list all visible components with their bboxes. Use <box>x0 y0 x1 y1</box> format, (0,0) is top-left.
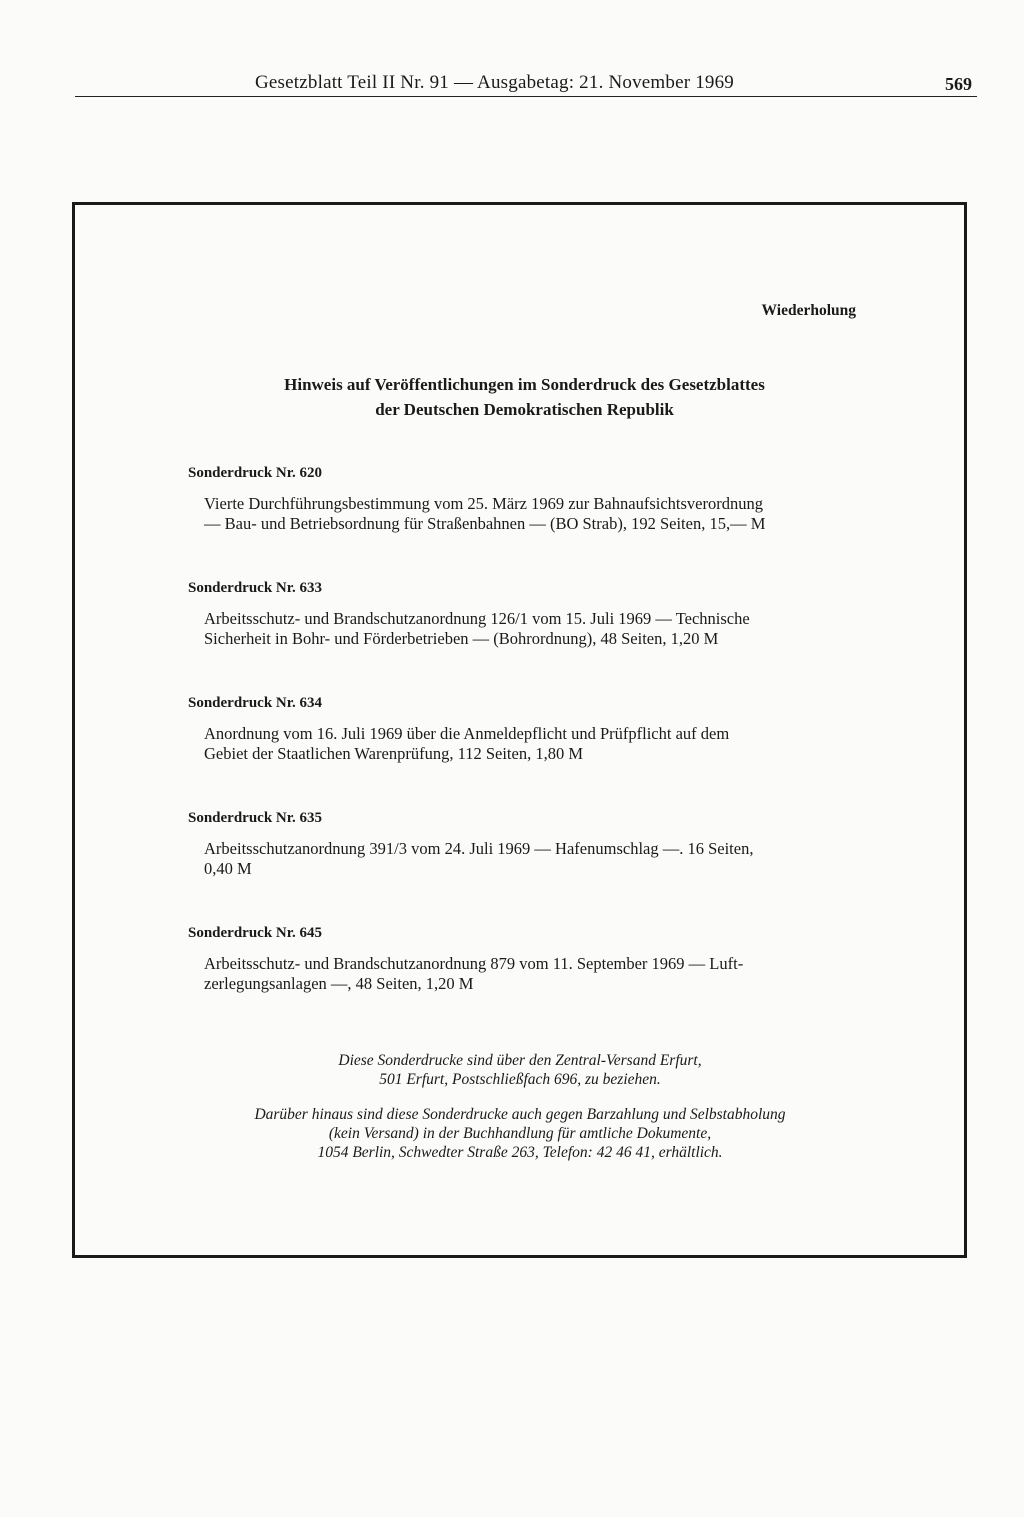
entry-body <box>204 839 858 879</box>
entry-heading: Sonderdruck Nr. 634 <box>188 695 323 711</box>
notice-title-line: Hinweis auf Veröffentlichungen im Sonderdruck des Gesetzblattes <box>284 375 765 394</box>
entry-line: zerlegungsanlagen —, 48 Seiten, 1,20 M <box>204 974 474 993</box>
note-line: 1054 Berlin, Schwedter Straße 263, Telefon: 42 46 41, erhältlich. <box>317 1144 723 1161</box>
note-line: 501 Erfurt, Postschließfach 696, zu beziehen. <box>379 1071 661 1088</box>
entry-line: — Bau- und Betriebsordnung für Straßenbahnen — (BO Strab), 192 Seiten, 15,— M <box>204 514 766 533</box>
distribution-note <box>185 1051 855 1089</box>
entry-body <box>204 494 858 534</box>
page-number: 569 <box>945 74 972 94</box>
entry-line: Gebiet der Staatlichen Warenprüfung, 112 Seiten, 1,80 M <box>204 744 583 763</box>
purchase-note <box>185 1105 855 1162</box>
header-title: Gesetzblatt Teil II Nr. 91 — Ausgabetag: 21. November 1969 <box>255 72 735 93</box>
entry-line: 0,40 M <box>204 859 252 878</box>
notice-box <box>72 202 967 1258</box>
note-line: Darüber hinaus sind diese Sonderdrucke auch gegen Barzahlung und Selbstabholung <box>254 1106 786 1123</box>
entry-645 <box>188 923 858 994</box>
note-line: (kein Versand) in der Buchhandlung für amtliche Dokumente, <box>328 1125 712 1142</box>
header-rule <box>75 96 977 97</box>
note-line: Diese Sonderdrucke sind über den Zentral-Versand Erfurt, <box>338 1052 702 1069</box>
entry-body <box>204 609 858 649</box>
entry-heading: Sonderdruck Nr. 633 <box>188 580 323 596</box>
entry-heading: Sonderdruck Nr. 645 <box>188 925 323 941</box>
page-header <box>75 72 975 96</box>
entry-line: Sicherheit in Bohr- und Förderbetrieben — (Bohrordnung), 48 Seiten, 1,20 M <box>204 629 719 648</box>
entry-line: Anordnung vom 16. Juli 1969 über die Anmeldepflicht und Prüfpflicht auf dem <box>204 724 730 743</box>
entry-635 <box>188 808 858 879</box>
entry-heading: Sonderdruck Nr. 635 <box>188 810 323 826</box>
entry-body <box>204 954 858 994</box>
entry-line: Arbeitsschutzanordnung 391/3 vom 24. Juli 1969 — Hafenumschlag —. 16 Seiten, <box>204 839 754 858</box>
entry-line: Arbeitsschutz- und Brandschutzanordnung 879 vom 11. September 1969 — Luft- <box>204 954 744 973</box>
repeat-tag: Wiederholung <box>761 302 856 319</box>
entry-heading: Sonderdruck Nr. 620 <box>188 465 323 481</box>
entry-634 <box>188 693 858 764</box>
notice-title <box>75 372 974 422</box>
entry-620 <box>188 463 858 534</box>
entry-633 <box>188 578 858 649</box>
entry-body <box>204 724 858 764</box>
notice-title-line: der Deutschen Demokratischen Republik <box>375 400 674 419</box>
entry-line: Arbeitsschutz- und Brandschutzanordnung 126/1 vom 15. Juli 1969 — Technische <box>204 609 750 628</box>
entry-line: Vierte Durchführungsbestimmung vom 25. März 1969 zur Bahnaufsichtsverordnung <box>204 494 763 513</box>
